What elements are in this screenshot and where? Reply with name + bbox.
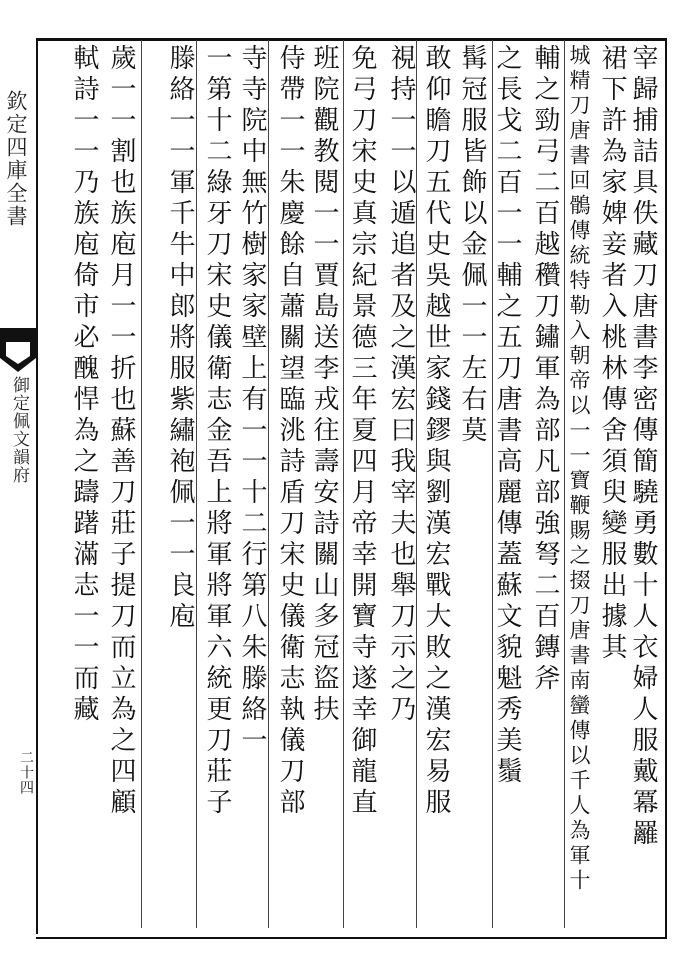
column-rule	[268, 40, 269, 928]
column-rule	[196, 40, 197, 928]
column-rule	[343, 40, 344, 928]
page-margin	[0, 38, 36, 934]
page-number: 二十四	[18, 750, 34, 795]
text-column: 敢仰瞻刀五代史吳越世家錢鏐與劉漢宏戰大敗之漢宏易服	[421, 44, 451, 819]
text-column: 一第十二綠牙刀宋史儀衛志金吾上將軍將軍六統更刀莊子	[202, 44, 232, 819]
text-column: 城精刀唐書回鶻傳統特勒入朝帝以一一寶鞭賜之掇刀唐書南蠻傳以千人為軍十	[567, 44, 591, 894]
text-column: 裙下許為家婢妾者入桃林傳舍須臾變服出據其	[597, 44, 627, 664]
text-column: 軾詩一一乃族庖倚市必醜悍為之躊躇滿志一一而藏	[69, 44, 99, 726]
text-column: 輔之勁弓二百越穳刀鏽軍為部凡部強弩二百鏄斧	[530, 44, 560, 695]
column-rule	[141, 40, 142, 928]
text-column: 侍帶一一朱慶餘自蕭關望臨洮詩盾刀宋史儀衛志執儀刀部	[275, 44, 305, 819]
text-column: 寺寺院中無竹樹家家壁上有一一十二行第八朱滕絡一	[237, 44, 267, 757]
text-column: 髯冠服皆飾以金佩一一左右莫	[457, 44, 487, 447]
volume-title: 御定佩文韻府	[9, 376, 29, 484]
text-column: 視持一一以遁追者及之漢宏曰我宰夫也舉刀示之乃	[386, 44, 416, 726]
fishtail-mark-icon	[0, 328, 36, 372]
text-column: 之長戈二百一一輔之五刀唐書高麗傳蓋蘇文貌魁秀美鬚	[492, 44, 522, 788]
text-column: 歲一一割也族庖月一一折也蘇善刀莊子提刀而立為之四顧	[106, 44, 136, 819]
frame-left-rule	[36, 38, 38, 934]
book-title: 欽定四庫全書	[4, 90, 28, 228]
text-column: 滕絡一一軍千牛中郎將服紫繡袍佩一一良庖	[165, 44, 195, 633]
text-column: 免弓刀宋史真宗紀景德三年夏四月帝幸開寶寺遂幸御龍直	[347, 44, 377, 819]
text-column: 班院觀教閱一一賈島送李戎往壽安詩關山多冠盜扶	[309, 44, 339, 726]
text-column: 宰歸捕詰具佚藏刀唐書李密傳簡驍勇數十人衣婦人服戴冪䍦	[628, 44, 658, 850]
